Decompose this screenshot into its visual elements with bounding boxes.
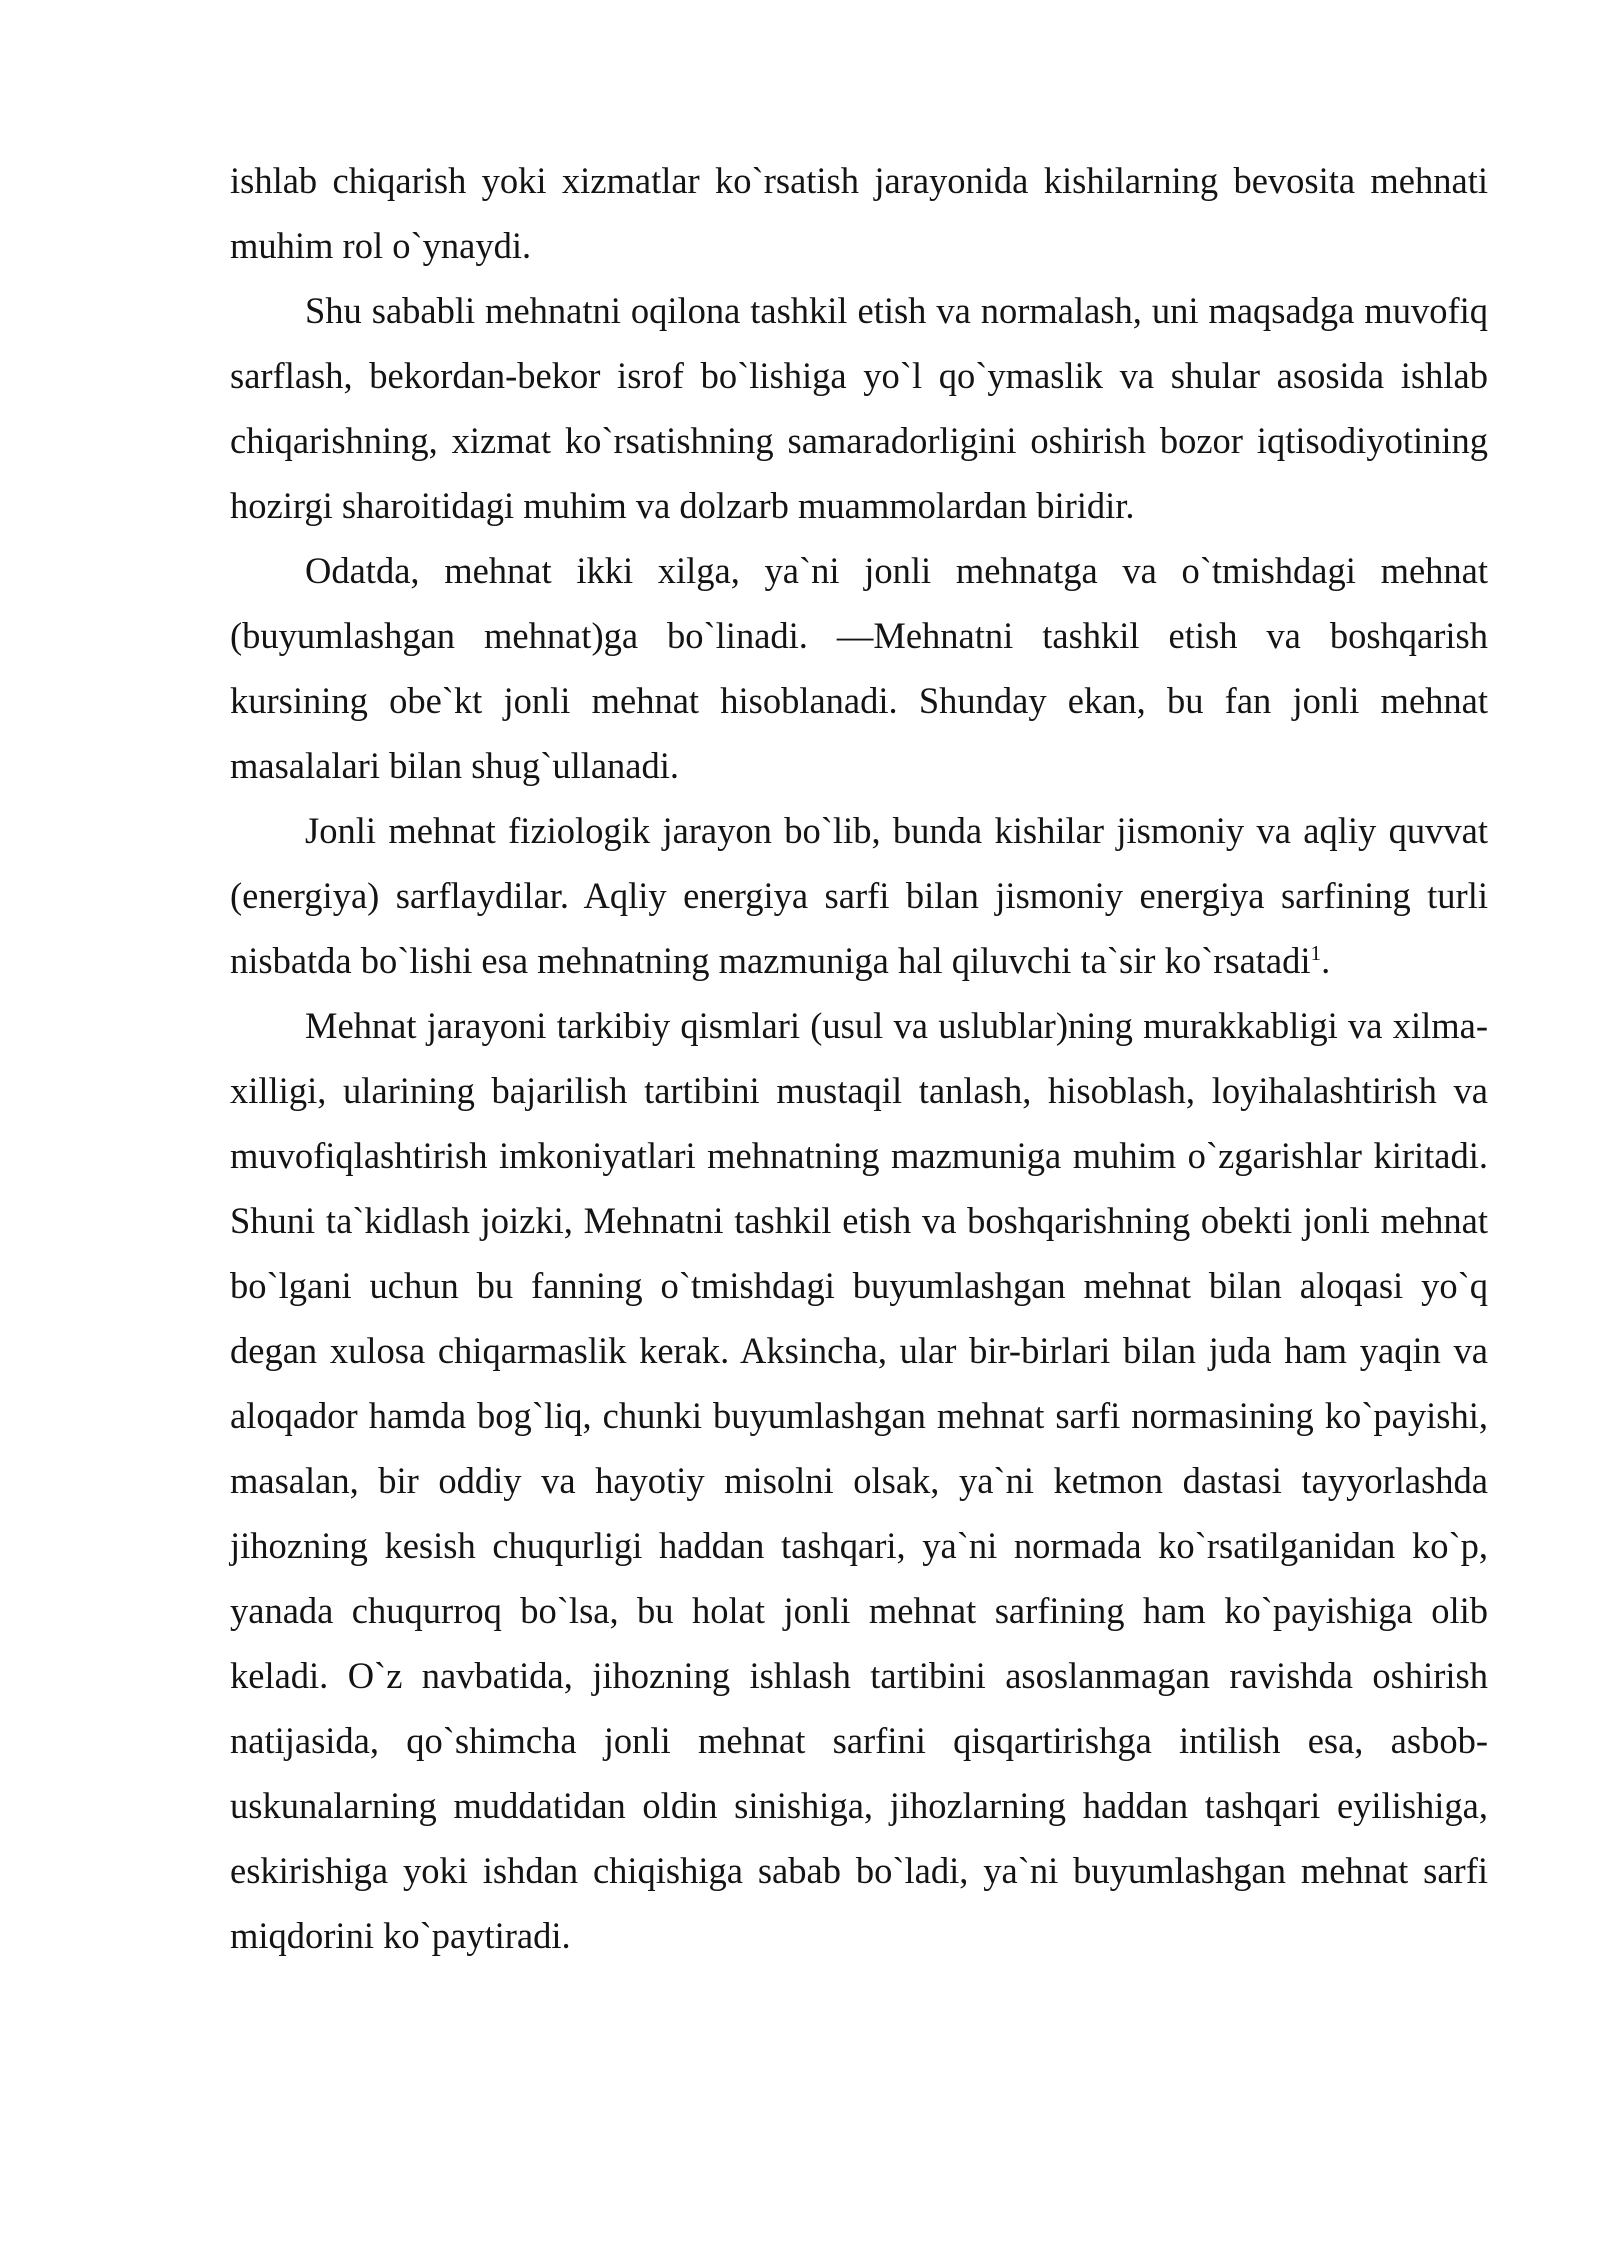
paragraph-text: ishlab chiqarish yoki xizmatlar ko`rsatish jarayonida kishilarning bevosita mehnati muhim rol o`ynaydi. — [230, 160, 1488, 266]
paragraph-text: Mehnat jarayoni tarkibiy qismlari (usul va uslublar)ning murakkabligi va xilma-xilligi, ularining bajarilish tartibini mustaqil tanlash, hisoblash, loyihalashtirish va muvofiqlashtirish imkoniyatlari mehnatning mazmuniga muhim o`zgarishlar kiritadi. Shuni ta`kidlash joizki, Mehnatni tashkil etish va boshqarishning obekti jonli mehnat bo`lgani uchun bu fanning o`tmishdagi buyumlashgan mehnat bilan aloqasi yo`q degan xulosa chiqarmaslik kerak. Aksincha, ular bir-birlari bilan juda ham yaqin va aloqador hamda bog`liq, chunki buyumlashgan mehnat sarfi normasining ko`payishi, masalan, bir oddiy va hayotiy misolni olsak, ya`ni ketmon dastasi tayyorlashda jihozning kesish chuqurligi haddan tashqari, ya`ni normada ko`rsatilganidan ko`p, yanada chuqurroq bo`lsa, bu holat jonli mehnat sarfining ham ko`payishiga olib keladi. O`z navbatida, jihozning ishlash tartibini asoslanmagan ravishda oshirish natijasida, qo`shimcha jonli mehnat sarfini qisqartirishga intilish esa, asbob-uskunalarning muddatidan oldin sinishiga, jihozlarning haddan tashqari eyilishiga, eskirishiga yoki ishdan chiqishiga sabab bo`ladi, ya`ni buyumlashgan mehnat sarfi miqdorini ko`paytiradi. — [230, 1005, 1488, 1956]
paragraph-tail: . — [1321, 940, 1331, 981]
paragraph-text: Odatda, mehnat ikki xilga, ya`ni jonli mehnatga va o`tmishdagi mehnat (buyumlashgan mehnat)ga bo`linadi. ―Mehnatni tashkil etish va boshqarish kursining obe`kt jonli mehnat hisoblanadi. Shunday ekan, bu fan jonli mehnat masalalari bilan shug`ullanadi. — [230, 550, 1488, 786]
footnote-reference[interactable]: 1 — [1310, 940, 1322, 965]
paragraph-text: Jonli mehnat fiziologik jarayon bo`lib, bunda kishilar jismoniy va aqliy quvvat (energiya) sarflaydilar. Aqliy energiya sarfi bilan jismoniy energiya sarfining turli nisbatda bo`lishi esa mehnatning mazmuniga hal qiluvchi ta`sir ko`rsatadi — [230, 810, 1488, 981]
paragraph-continuation — [230, 148, 1488, 278]
paragraph-living-labor — [230, 798, 1488, 993]
paragraph-labor-organization — [230, 278, 1488, 538]
paragraph-text: Shu sababli mehnatni oqilona tashkil etish va normalash, uni maqsadga muvofiq sarflash, bekordan-bekor isrof bo`lishiga yo`l qo`ymaslik va shular asosida ishlab chiqarishning, xizmat ko`rsatishning samaradorligini oshirish bozor iqtisodiyotining hozirgi sharoitidagi muhim va dolzarb muammolardan biridir. — [230, 290, 1488, 526]
paragraph-labor-types — [230, 538, 1488, 798]
document-body — [230, 148, 1488, 1968]
paragraph-labor-process — [230, 993, 1488, 1968]
